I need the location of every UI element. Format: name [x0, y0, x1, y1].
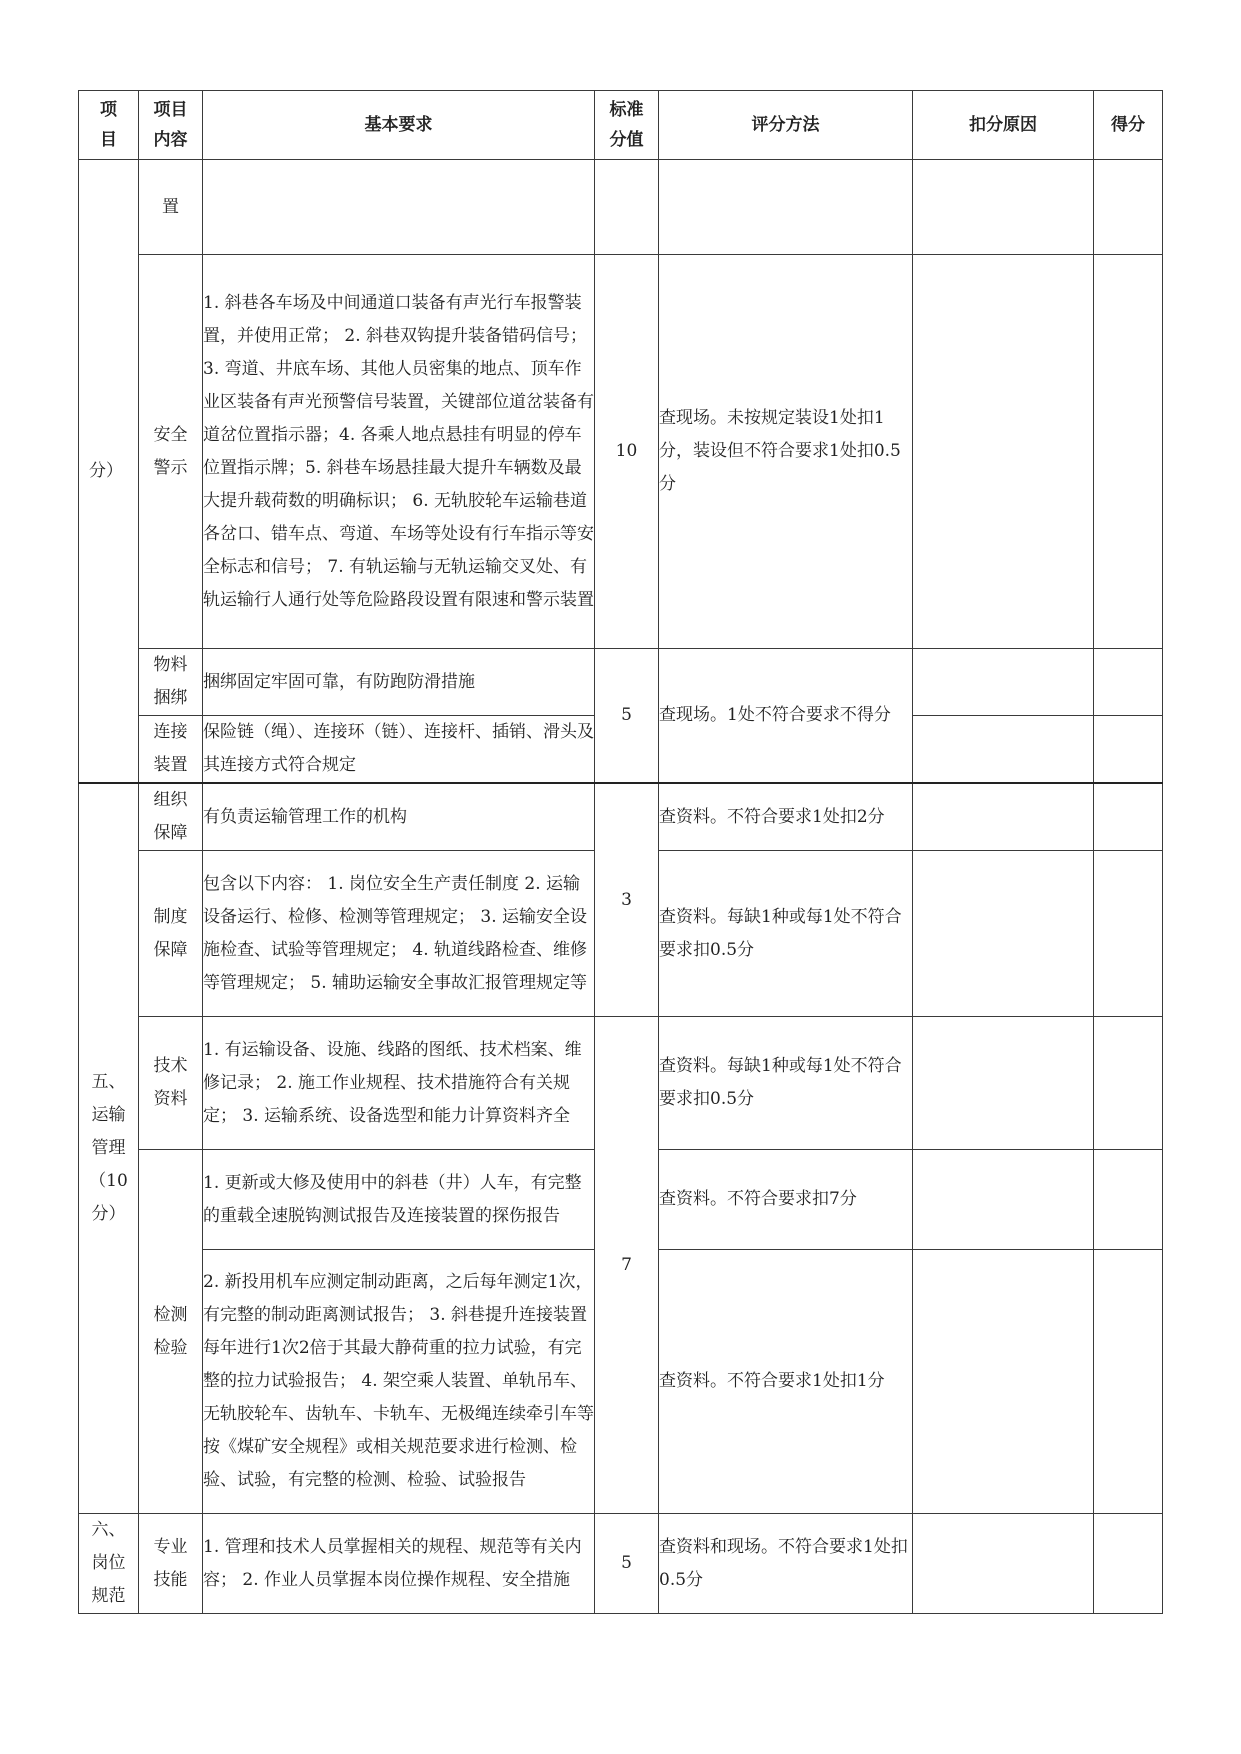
requirement-cell: [203, 160, 595, 255]
got-cell: [1094, 783, 1163, 851]
deduction-cell: [913, 1017, 1094, 1150]
score-cell: 5: [595, 649, 659, 784]
content-cell: 组织保障: [139, 783, 203, 851]
requirement-cell: 1. 斜巷各车场及中间通道口装备有声光行车报警装置，并使用正常； 2. 斜巷双钩提升装备错码信号； 3. 弯道、井底车场、其他人员密集的地点、顶车作业区装备有声光预警信号装置，关键部位道岔装备有道岔位置指示器；4. 各乘人地点悬挂有明显的停车位置指示牌；5. 斜巷车场悬挂最大提升车辆数及最大提升载荷数的明确标识； 6. 无轨胶轮车运输巷道各岔口、错车点、弯道、车场等处设有行车指示等安全标志和信号； 7. 有轨运输与无轨运输交叉处、有轨运输行人通行处等危险路段设置有限速和警示装置: [203, 255, 595, 649]
item-cell: 五、运输管理（10分）: [79, 783, 139, 1514]
table-row: [79, 1017, 1163, 1150]
method-cell: 查资料。每缺1种或每1处不符合要求扣0.5分: [659, 1017, 913, 1150]
score-cell: 3: [595, 783, 659, 1017]
content-cell: 技术资料: [139, 1017, 203, 1150]
method-cell: 查现场。1处不符合要求不得分: [659, 649, 913, 784]
content-cell: 置: [139, 160, 203, 255]
header-deduction: 扣分原因: [913, 91, 1094, 160]
content-cell: 物料捆绑: [139, 649, 203, 716]
got-cell: [1094, 1250, 1163, 1514]
method-cell: 查现场。未按规定装设1处扣1分，装设但不符合要求1处扣0.5分: [659, 255, 913, 649]
content-cell: 检测检验: [139, 1150, 203, 1514]
scoring-table: [78, 90, 1163, 1614]
table-row: [79, 160, 1163, 255]
method-cell: 查资料。每缺1种或每1处不符合要求扣0.5分: [659, 851, 913, 1017]
requirement-cell: 1. 更新或大修及使用中的斜巷（井）人车，有完整的重载全速脱钩测试报告及连接装置的探伤报告: [203, 1150, 595, 1250]
content-cell: 连接装置: [139, 716, 203, 784]
requirement-cell: 有负责运输管理工作的机构: [203, 783, 595, 851]
score-cell: 7: [595, 1017, 659, 1514]
deduction-cell: [913, 716, 1094, 784]
got-cell: [1094, 255, 1163, 649]
method-cell: 查资料。不符合要求扣7分: [659, 1150, 913, 1250]
deduction-cell: [913, 255, 1094, 649]
requirement-cell: 2. 新投用机车应测定制动距离，之后每年测定1次，有完整的制动距离测试报告； 3. 斜巷提升连接装置每年进行1次2倍于其最大静荷重的拉力试验，有完整的拉力试验报告； 4. 架空乘人装置、单轨吊车、无轨胶轮车、齿轨车、卡轨车、无极绳连续牵引车等按《煤矿安全规程》或相关规范要求进行检测、检验、试验，有完整的检测、检验、试验报告: [203, 1250, 595, 1514]
got-cell: [1094, 716, 1163, 784]
requirement-cell: 保险链（绳）、连接环（链）、连接杆、插销、滑头及其连接方式符合规定: [203, 716, 595, 784]
content-cell: 专业技能: [139, 1514, 203, 1614]
header-requirement: 基本要求: [203, 91, 595, 160]
requirement-cell: 1. 有运输设备、设施、线路的图纸、技术档案、维修记录； 2. 施工作业规程、技术措施符合有关规定； 3. 运输系统、设备选型和能力计算资料齐全: [203, 1017, 595, 1150]
deduction-cell: [913, 1150, 1094, 1250]
header-got: 得分: [1094, 91, 1163, 160]
deduction-cell: [913, 649, 1094, 716]
deduction-cell: [913, 160, 1094, 255]
requirement-cell: 包含以下内容： 1. 岗位安全生产责任制度 2. 运输设备运行、检修、检测等管理规定； 3. 运输安全设施检查、试验等管理规定； 4. 轨道线路检查、维修等管理规定； 5. 辅助运输安全事故汇报管理规定等: [203, 851, 595, 1017]
deduction-cell: [913, 1250, 1094, 1514]
deduction-cell: [913, 851, 1094, 1017]
got-cell: [1094, 851, 1163, 1017]
header-content: 项目内容: [139, 91, 203, 160]
deduction-cell: [913, 783, 1094, 851]
got-cell: [1094, 1150, 1163, 1250]
got-cell: [1094, 160, 1163, 255]
header-method: 评分方法: [659, 91, 913, 160]
got-cell: [1094, 1017, 1163, 1150]
header-row: [79, 91, 1163, 160]
got-cell: [1094, 649, 1163, 716]
method-cell: 查资料。不符合要求1处扣1分: [659, 1250, 913, 1514]
method-cell: 查资料。不符合要求1处扣2分: [659, 783, 913, 851]
table-row: [79, 783, 1163, 851]
item-cell: 六、岗位规范: [79, 1514, 139, 1614]
table-row: [79, 649, 1163, 716]
table-row: [79, 1514, 1163, 1614]
method-cell: 查资料和现场。不符合要求1处扣0.5分: [659, 1514, 913, 1614]
item-cell: 分）: [79, 160, 139, 784]
requirement-cell: 1. 管理和技术人员掌握相关的规程、规范等有关内容； 2. 作业人员掌握本岗位操作规程、安全措施: [203, 1514, 595, 1614]
requirement-cell: 捆绑固定牢固可靠，有防跑防滑措施: [203, 649, 595, 716]
score-cell: 5: [595, 1514, 659, 1614]
deduction-cell: [913, 1514, 1094, 1614]
header-item: 项目: [79, 91, 139, 160]
score-cell: 10: [595, 255, 659, 649]
content-cell: 制度保障: [139, 851, 203, 1017]
table-row: [79, 255, 1163, 649]
method-cell: [659, 160, 913, 255]
got-cell: [1094, 1514, 1163, 1614]
header-score: 标准分值: [595, 91, 659, 160]
score-cell: [595, 160, 659, 255]
content-cell: 安全警示: [139, 255, 203, 649]
